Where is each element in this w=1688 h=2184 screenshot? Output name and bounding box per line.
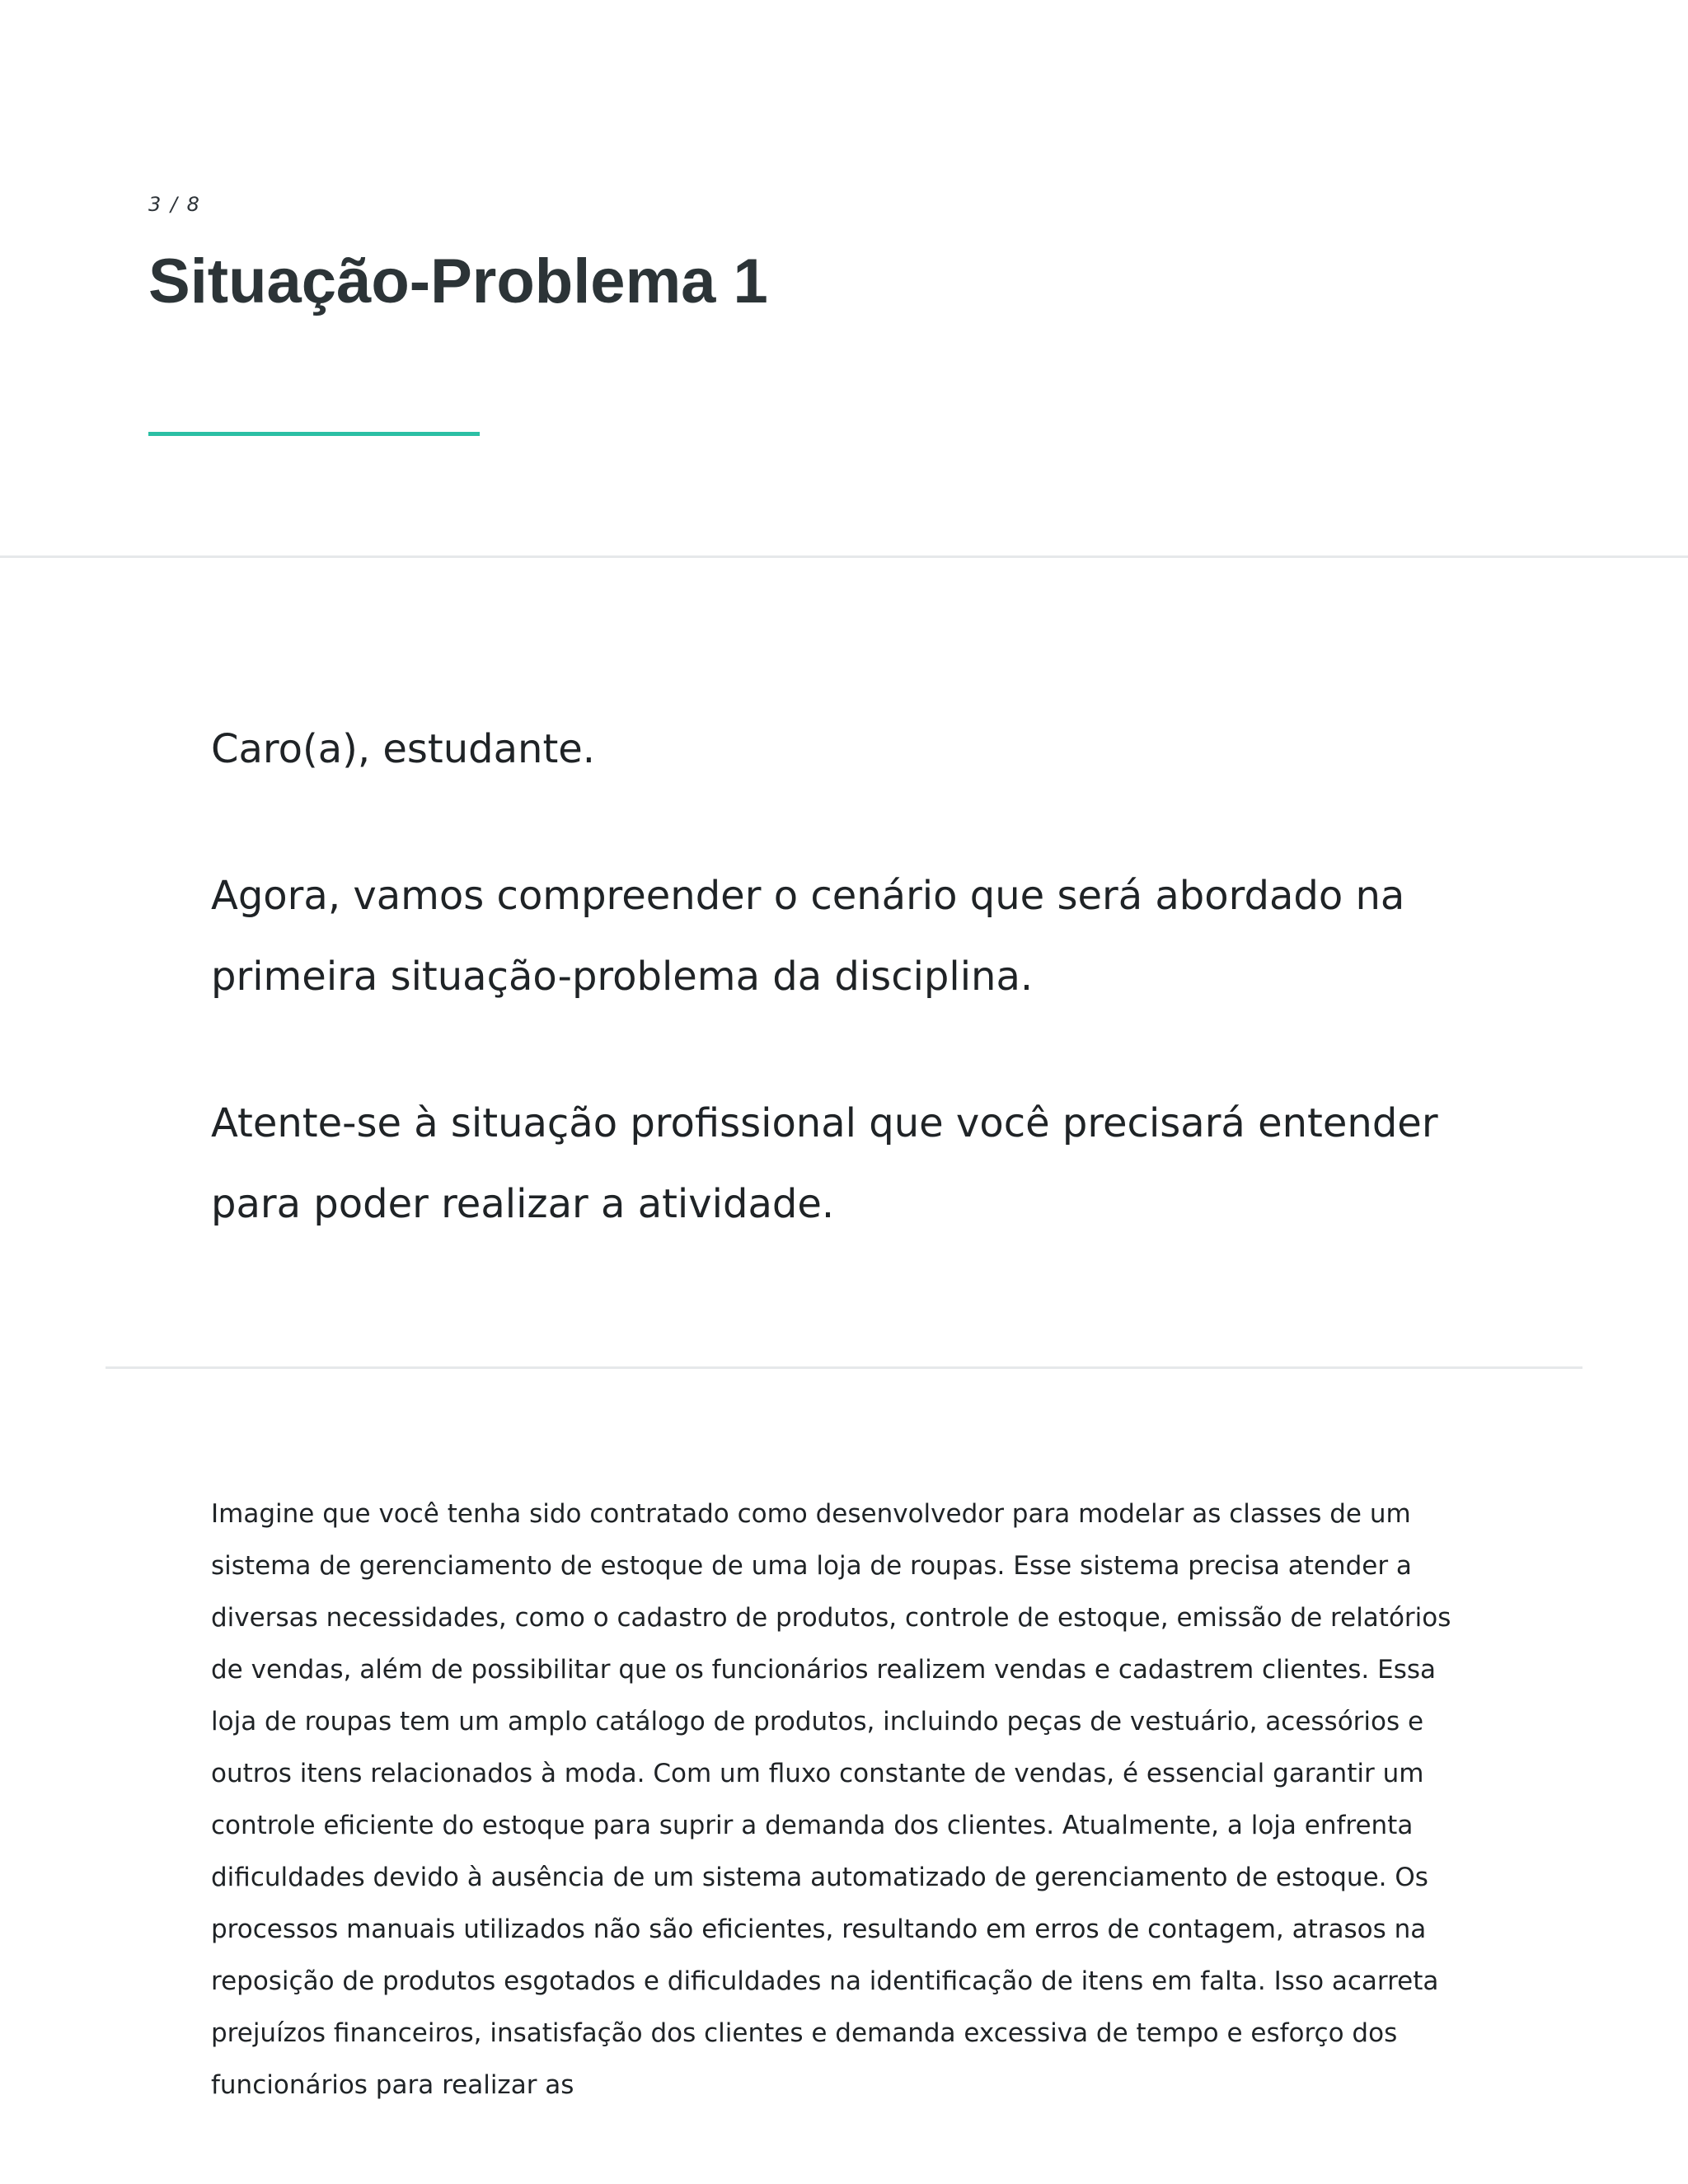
scenario-body-text: Imagine que você tenha sido contratado como desenvolvedor para modelar as classes de um sistema de gerenciamento de estoque de uma loja de roupas. Esse sistema precisa atender a diversas necessidades, como o cadastro de produtos, controle de estoque, emissão de relatórios de vendas, além de possibilitar que os funcionários realizem vendas e cadastrem clientes. Essa loja de roupas tem um amplo catálogo de produtos, incluindo peças de vestuário, acessórios e outros itens relacionados à moda. Com um fluxo constante de vendas, é essencial garantir um controle eficiente do estoque para suprir a demanda dos clientes. Atualmente, a loja enfrenta dificuldades devido à ausência de um sistema automatizado de gerenciamento de estoque. Os processos manuais utilizados não são eficientes, resultando em erros de contagem, atrasos na reposição de produtos esgotados e dificuldades na identificação de itens em falta. Isso acarreta prejuízos financeiros, insatisfação dos clientes e demanda excessiva de tempo e esforço dos funcionários para realizar as	[211, 1499, 1451, 2100]
page-title: Situação-Problema 1	[148, 246, 768, 316]
intro-greeting: Caro(a), estudante.	[211, 726, 596, 772]
title-underline	[148, 432, 480, 436]
page-counter: 3 / 8	[148, 193, 201, 216]
intro-paragraph-2: Atente-se à situação profissional que você precisará entender para poder realizar a atividade.	[211, 1100, 1438, 1227]
section-divider	[106, 1366, 1582, 1369]
header-section	[0, 0, 1688, 558]
intro-block	[211, 709, 1480, 1244]
intro-paragraph-1: Agora, vamos compreender o cenário que será abordado na primeira situação-problema da disciplina.	[211, 873, 1405, 1000]
